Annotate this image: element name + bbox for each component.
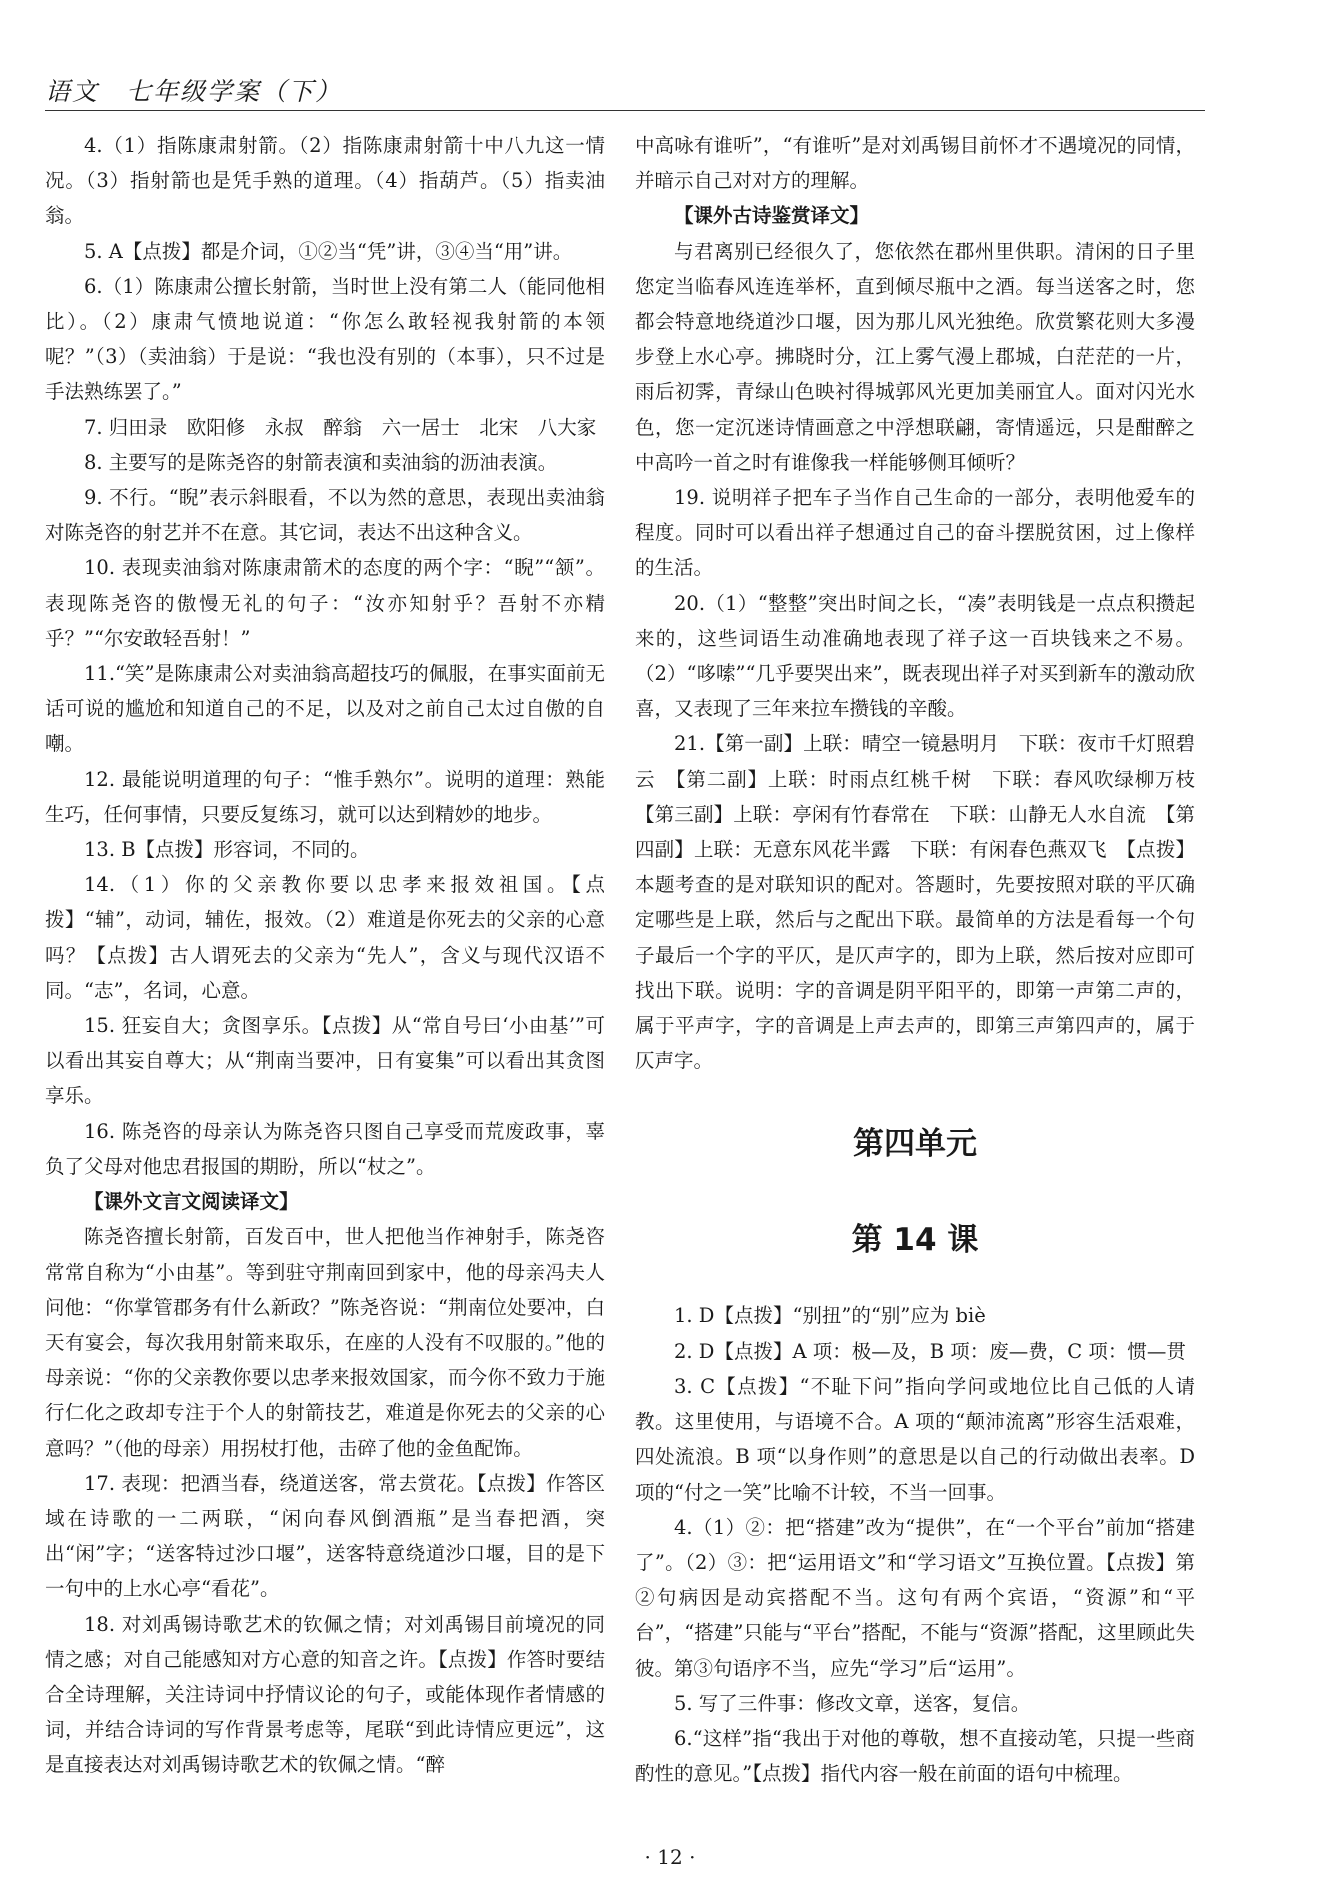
answer-paragraph: 4.（1）②：把“搭建”改为“提供”，在“一个平台”前加“搭建了”。（2）③：把“运用语文”和“学习语文”互换位置。【点拨】第②句病因是动宾搭配不当。这句有两个宾语，“资源”和“平台”，“搭建”只能与“平台”搭配，不能与“资源”搭配，这里顾此失彼。第③句语序不当，应先“学习”后“运用”。 (635, 1515, 1195, 1680)
answer-paragraph: 17. 表现：把酒当春，绕道送客，常去赏花。【点拨】作答区域在诗歌的一二两联，“闲向春风倒酒瓶”是当春把酒，突出“闲”字；“送客特过沙口堰”，送客特意绕道沙口堰，目的是下一句中的上水心亭“看花”。 (45, 1471, 605, 1601)
answer-paragraph: 陈尧咨擅长射箭，百发百中，世人把他当作神射手，陈尧咨常常自称为“小由基”。等到驻守荆南回到家中，他的母亲冯夫人问他：“你掌管郡务有什么新政？”陈尧咨说：“荆南位处要冲，白天有宴会，每次我用射箭来取乐，在座的人没有不叹服的。”他的母亲说：“你的父亲教你要以忠孝来报效国家，而今你不致力于施行仁化之政却专注于个人的射箭技艺，难道是你死去的父亲的心意吗？”（他的母亲）用拐杖打他，击碎了他的金鱼配饰。 (45, 1225, 605, 1460)
answer-paragraph: 15. 狂妄自大；贪图享乐。【点拨】从“常自号曰‘小由基’”可以看出其妄自尊大；从“荆南当要冲，日有宴集”可以看出其贪图享乐。 (45, 1014, 605, 1108)
answer-paragraph: 19. 说明祥子把车子当作自己生命的一部分，表明他爱车的程度。同时可以看出祥子想通过自己的奋斗摆脱贫困，过上像样的生活。 (635, 486, 1195, 580)
answer-paragraph: 8. 主要写的是陈尧咨的射箭表演和卖油翁的沥油表演。 (84, 450, 558, 474)
left-column (45, 128, 605, 1783)
answer-paragraph: 5. A【点拨】都是介词，①②当“凭”讲，③④当“用”讲。 (84, 239, 573, 263)
answer-paragraph: 9. 不行。“睨”表示斜眼看，不以为然的意思，表现出卖油翁对陈尧咨的射艺并不在意。其它词，表达不出这种含义。 (45, 486, 605, 545)
page-number: · 12 · (644, 1845, 696, 1869)
answer-paragraph: 13. B【点拨】形容词，不同的。 (84, 838, 370, 862)
answer-paragraph: 与君离别已经很久了，您依然在郡州里供职。清闲的日子里您定当临春风连连举杯，直到倾尽瓶中之酒。每当送客之时，您都会特意地绕道沙口堰，因为那儿风光独绝。欣赏繁花则大多漫步登上水心亭。拂晓时分，江上雾气漫上郡城，白茫茫的一片，雨后初霁，青绿山色映衬得城郭风光更加美丽宜人。面对闪光水色，您一定沉迷诗情画意之中浮想联翩，寄情遥远，只是酣醉之中高吟一首之时有谁像我一样能够侧耳倾听？ (635, 239, 1195, 474)
answer-paragraph: 中高咏有谁听”，“有谁听”是对刘禹锡目前怀才不遇境况的同情，并暗示自己对对方的理解。 (635, 134, 1195, 193)
answer-paragraph: 7. 归田录 欧阳修 永叔 醉翁 六一居士 北宋 八大家 (84, 415, 597, 439)
answer-paragraph: 20.（1）“整整”突出时间之长，“凑”表明钱是一点点积攒起来的，这些词语生动准确地表现了祥子这一百块钱来之不易。（2）“哆嗦”“几乎要哭出来”，既表现出祥子对买到新车的激动欣喜，又表现了三年来拉车攒钱的辛酸。 (635, 591, 1195, 721)
answer-paragraph: 21.【第一副】上联：晴空一镜悬明月 下联：夜市千灯照碧云 【第二副】上联：时雨点红桃千树 下联：春风吹绿柳万枝 【第三副】上联：亭闲有竹春常在 下联：山静无人水自流 【第四副】上联：无意东风花半露 下联：有闲春色燕双飞 【点拨】本题考查的是对联知识的配对。答题时，先要按照对联的平仄确定哪些是上联，然后与之配出下联。最简单的方法是看每一个句子最后一个字的平仄，是仄声字的，即为上联，然后按对应即可找出下联。说明：字的音调是阴平阳平的，即第一声第二声的，属于平声字，字的音调是上声去声的，即第三声第四声的，属于仄声字。 (635, 732, 1215, 1073)
section-heading: 【课外古诗鉴赏译文】 (674, 204, 870, 228)
answer-paragraph: 3. C【点拨】“不耻下问”指向学问或地位比自己低的人请教。这里使用，与语境不合。A 项的“颠沛流离”形容生活艰难，四处流浪。B 项“以身作则”的意思是以自己的行动做出表率。D 项的“付之一笑”比喻不计较，不当一回事。 (635, 1374, 1195, 1504)
section-heading: 【课外文言文阅读译文】 (84, 1190, 299, 1214)
answer-paragraph: 16. 陈尧咨的母亲认为陈尧咨只图自己享受而荒废政事，辜负了父母对他忠君报国的期盼，所以“杖之”。 (45, 1119, 605, 1178)
answer-paragraph: 6.“这样”指“我出于对他的尊敬，想不直接动笔，只提一些商酌性的意见。”【点拨】指代内容一般在前面的语句中梳理。 (635, 1726, 1195, 1786)
right-column (635, 128, 1215, 1791)
answer-paragraph: 2. D【点拨】A 项：极—及，B 项：废—费，C 项：惯—贯 (674, 1339, 1186, 1363)
answer-paragraph: 11.“笑”是陈康肃公对卖油翁高超技巧的佩服，在事实面前无话可说的尴尬和知道自己的不足，以及对之前自己太过自傲的自嘲。 (45, 662, 605, 756)
answer-paragraph: 4.（1）指陈康肃射箭。（2）指陈康肃射箭十中八九这一情况。（3）指射箭也是凭手熟的道理。（4）指葫芦。（5）指卖油翁。 (45, 134, 605, 228)
answer-paragraph: 1. D【点拨】“别扭”的“别”应为 biè (674, 1304, 986, 1328)
lesson-title: 第 14 课 (851, 1222, 979, 1259)
header-rule (45, 110, 1205, 111)
unit-title: 第四单元 (853, 1126, 977, 1163)
answer-paragraph: 5. 写了三件事：修改文章，送客，复信。 (674, 1691, 1031, 1715)
answer-paragraph: 14.（1）你的父亲教你要以忠孝来报效祖国。【点拨】“辅”，动词，辅佐，报效。（2）难道是你死去的父亲的心意吗？【点拨】古人谓死去的父亲为“先人”，含义与现代汉语不同。“志”，名词，心意。 (45, 873, 605, 1002)
answer-paragraph: 10. 表现卖油翁对陈康肃箭术的态度的两个字：“睨”“颔”。表现陈尧咨的傲慢无礼的句子：“汝亦知射乎？吾射不亦精乎？”“尔安敢轻吾射！” (45, 556, 605, 650)
answer-paragraph: 6.（1）陈康肃公擅长射箭，当时世上没有第二人（能同他相比）。（2）康肃气愤地说道：“你怎么敢轻视我射箭的本领呢？”（3）（卖油翁）于是说：“我也没有别的（本事），只不过是手法熟练罢了。” (45, 274, 605, 404)
answer-paragraph: 18. 对刘禹锡诗歌艺术的钦佩之情；对刘禹锡目前境况的同情之感；对自己能感知对方心意的知音之许。【点拨】作答时要结合全诗理解，关注诗词中抒情议论的句子，或能体现作者情感的词，并结合诗词的写作背景考虑等，尾联“到此诗情应更远”，这是直接表达对刘禹锡诗歌艺术的钦佩之情。“醉 (45, 1612, 605, 1777)
answer-paragraph: 12. 最能说明道理的句子：“惟手熟尔”。说明的道理：熟能生巧，任何事情，只要反复练习，就可以达到精妙的地步。 (45, 767, 605, 826)
running-header: 语文 七年级学案（下） (45, 77, 343, 106)
